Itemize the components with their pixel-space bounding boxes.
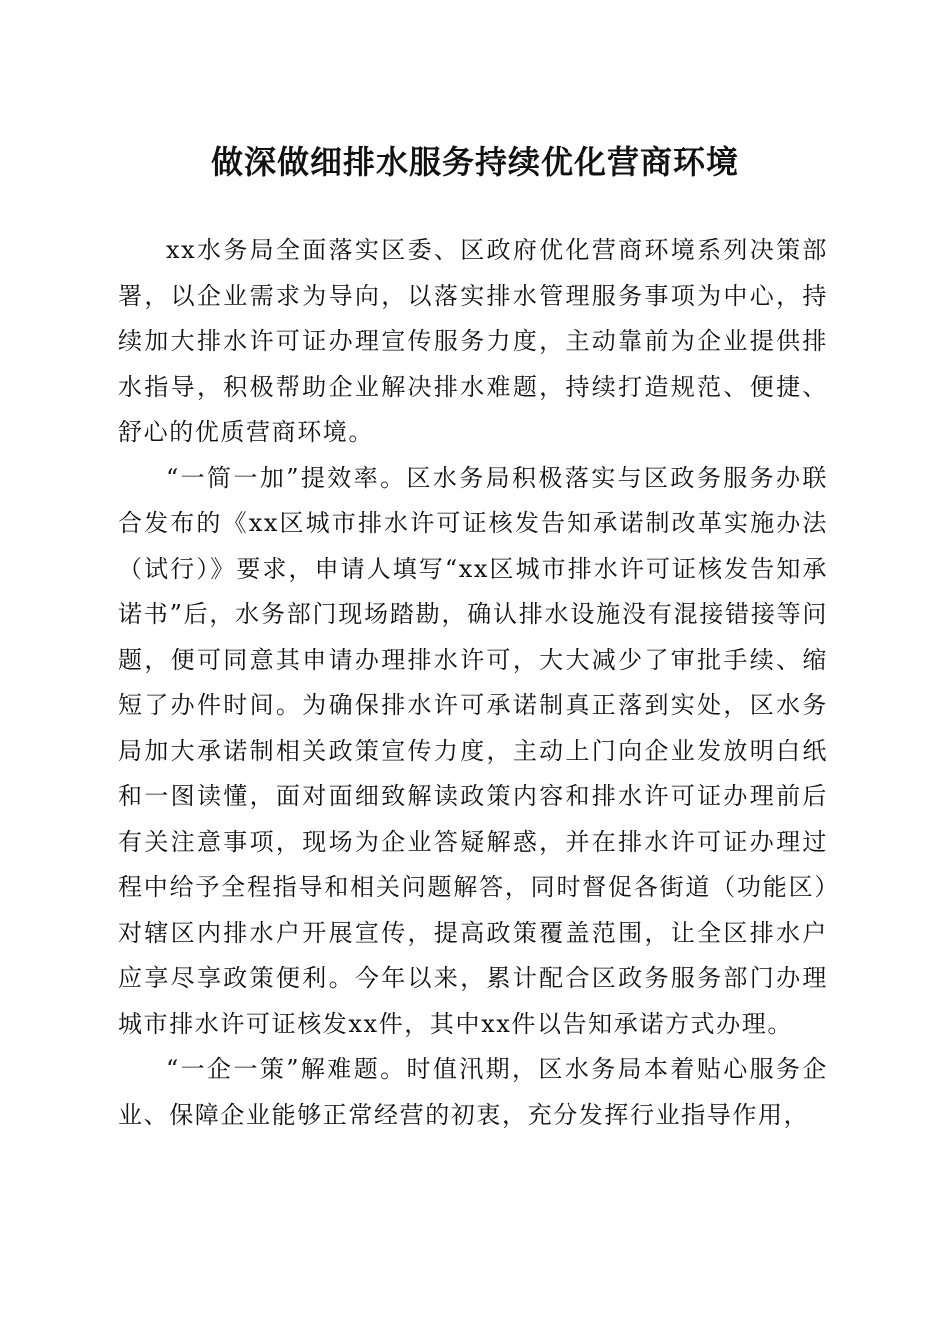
paragraph-intro: xx水务局全面落实区委、区政府优化营商环境系列决策部署，以企业需求为导向，以落实排水管理服务事项为中心，持续加大排水许可证办理宣传服务力度，主动靠前为企业提供排水指导，积极帮助企业解决排水难题，持续打造规范、便捷、舒心的优质营商环境。 — [118, 236, 828, 446]
paragraph-problem-solving: “一企一策”解难题。时值汛期，区水务局本着贴心服务企业、保障企业能够正常经营的初衷，充分发挥行业指导作用， — [118, 1055, 828, 1129]
document-title: 做深做细排水服务持续优化营商环境 — [210, 143, 739, 181]
paragraph-efficiency: “一简一加”提效率。区水务局积极落实与区政务服务办联合发布的《xx区城市排水许可证核发告知承诺制改革实施办法（试行）》要求，申请人填写“xx区城市排水许可证核发告知承诺书”后，水务部门现场踏勘，确认排水设施没有混接错接等问题，便可同意其申请办理排水许可，大大减少了审批手续、缩短了办件时间。为确保排水许可承诺制真正落到实处，区水务局加大承诺制相关政策宣传力度，主动上门向企业发放明白纸和一图读懂，面对面细致解读政策内容和排水许可证办理前后有关注意事项，现场为企业答疑解惑，并在排水许可证办理过程中给予全程指导和相关问题解答，同时督促各街道（功能区）对辖区内排水户开展宣传，提高政策覆盖范围，让全区排水户应享尽享政策便利。今年以来，累计配合区政务服务部门办理城市排水许可证核发xx件，其中xx件以告知承诺方式办理。 — [118, 463, 828, 1038]
document-body — [118, 228, 828, 1138]
